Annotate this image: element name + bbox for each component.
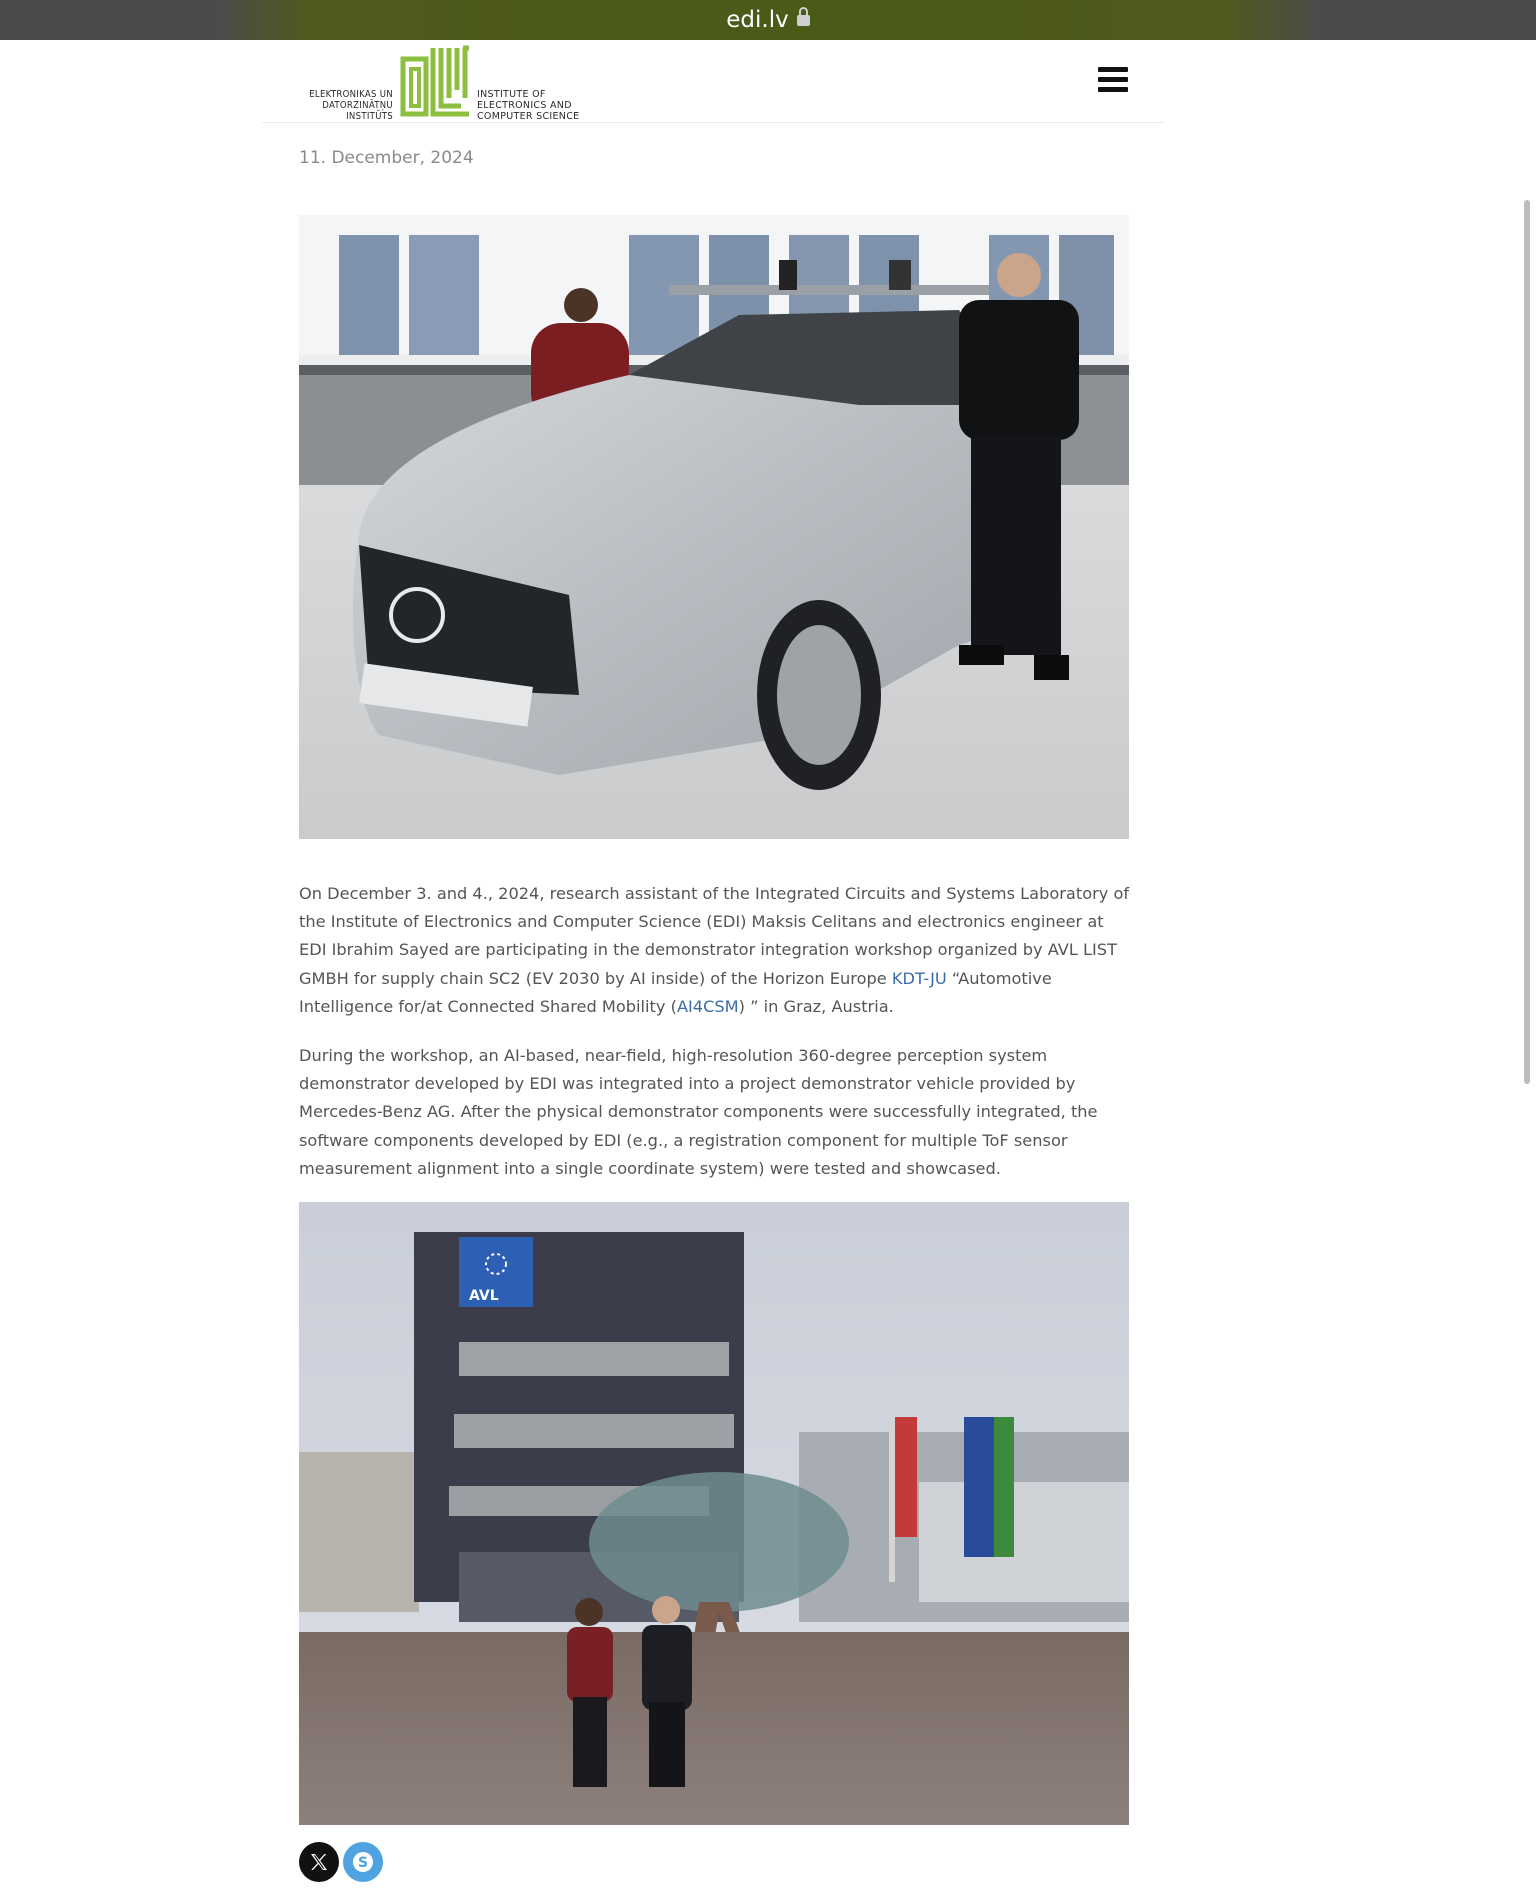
skype-icon[interactable] (343, 1842, 383, 1882)
car-photo-illustration (299, 215, 1129, 839)
article-paragraph-1: On December 3. and 4., 2024, research assistant of the Integrated Circuits and Systems Laboratory of the Institute of Electronics and Computer Science (EDI) Maksis Celitans and electronics engineer at EDI Ibrahim Sayed are participating in the demonstrator integration workshop organized by AVL LIST GMBH for supply chain SC2 (EV 2030 by AI inside) of the Horizon Europe KDT-JU “Automotive Intelligence for/at Connected Shared Mobility (AI4CSM) ” in Graz, Austria. (299, 884, 1130, 1016)
link-kdt-ju[interactable]: KDT-JU (891, 968, 947, 988)
lock-icon (797, 14, 810, 28)
svg-text:S: S (357, 1855, 369, 1871)
hamburger-menu-icon[interactable] (1098, 67, 1128, 93)
site-header (262, 40, 1164, 123)
x-twitter-icon[interactable] (299, 1842, 339, 1882)
browser-url-bar[interactable] (0, 0, 1536, 40)
link-ai4csm[interactable]: AI4CSM (676, 996, 739, 1016)
photo-car-demonstrator (299, 215, 1129, 839)
skype-logo-icon (351, 1850, 375, 1874)
site-logo[interactable] (299, 45, 599, 120)
page-scrollbar[interactable] (1524, 200, 1530, 1084)
x-logo-icon (309, 1852, 329, 1872)
logo-text-english: INSTITUTE OF ELECTRONICS AND COMPUTER SCIENCE (477, 89, 580, 122)
avl-sign-text: AVL (469, 1288, 499, 1304)
edi-logo-mark-icon (400, 45, 472, 117)
url-domain[interactable]: edi.lv (726, 7, 789, 33)
article-date: 11. December, 2024 (299, 148, 474, 168)
avl-photo-illustration (299, 1202, 1129, 1825)
photo-avl-building (299, 1202, 1129, 1825)
article-paragraph-2: During the workshop, an AI-based, near-field, high-resolution 360-degree perception system demonstrator developed by EDI was integrated into a project demonstrator vehicle provided by Mercedes-Benz AG. After the physical demonstrator components were successfully integrated, the software components developed by EDI (e.g., a registration component for multiple ToF sensor measurement alignment into a single coordinate system) were tested and showcased. (299, 1046, 1098, 1178)
logo-text-latvian: ELEKTRONIKAS UN DATORZINĀTŅU INSTITŪTS (309, 89, 393, 122)
